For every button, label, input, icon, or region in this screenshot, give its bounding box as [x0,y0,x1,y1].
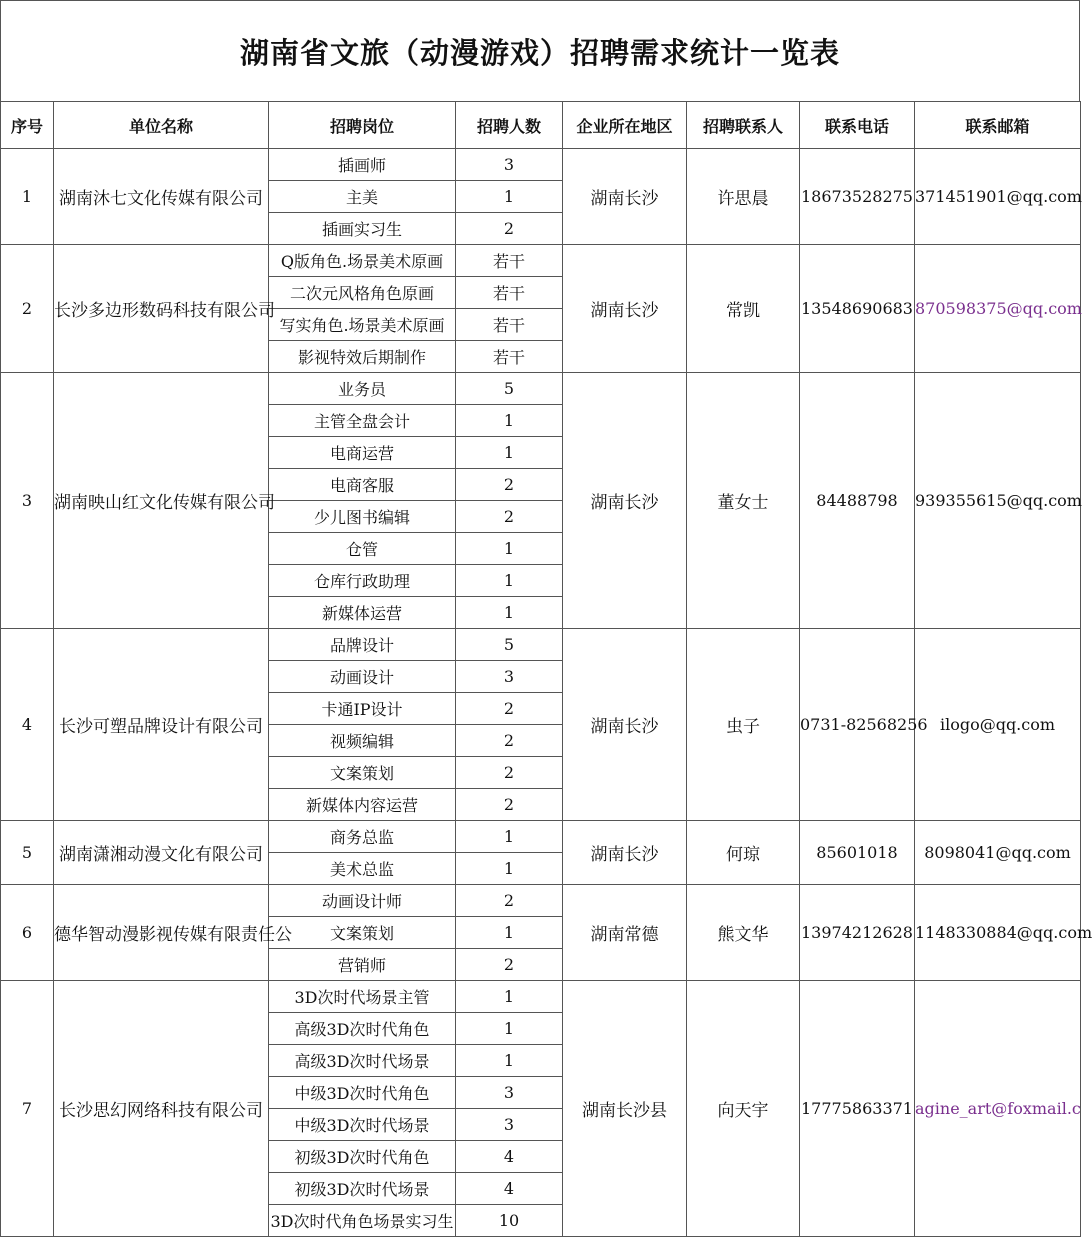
table-row [1,245,1081,277]
company-name: 湖南沐七文化传媒有限公司 [54,149,269,245]
position-count: 1 [456,853,563,885]
position-name: 3D次时代场景主管 [269,981,456,1013]
position-name: 美术总监 [269,853,456,885]
position-name: 初级3D次时代场景 [269,1173,456,1205]
position-count: 1 [456,917,563,949]
position-name: 插画师 [269,149,456,181]
position-count: 1 [456,1013,563,1045]
contact-email[interactable]: ilogo@qq.com [915,629,1081,821]
position-count: 若干 [456,245,563,277]
position-count: 2 [456,757,563,789]
row-index: 2 [1,245,54,373]
position-name: 营销师 [269,949,456,981]
contact-person: 熊文华 [687,885,800,981]
company-name: 长沙可塑品牌设计有限公司 [54,629,269,821]
row-index: 5 [1,821,54,885]
position-count: 1 [456,1045,563,1077]
row-index: 3 [1,373,54,629]
company-name: 湖南潇湘动漫文化有限公司 [54,821,269,885]
position-count: 1 [456,981,563,1013]
contact-phone: 0731-82568256 [800,629,915,821]
company-region: 湖南长沙 [563,149,687,245]
position-count: 1 [456,181,563,213]
contact-email[interactable]: 8098041@qq.com [915,821,1081,885]
header-contact: 招聘联系人 [687,102,800,149]
position-name: Q版角色.场景美术原画 [269,245,456,277]
position-count: 1 [456,821,563,853]
contact-person: 常凯 [687,245,800,373]
position-name: 文案策划 [269,917,456,949]
position-name: 品牌设计 [269,629,456,661]
contact-phone: 18673528275 [800,149,915,245]
contact-phone: 85601018 [800,821,915,885]
position-count: 3 [456,1077,563,1109]
contact-phone: 84488798 [800,373,915,629]
contact-email[interactable]: 1148330884@qq.com [915,885,1081,981]
position-name: 高级3D次时代角色 [269,1013,456,1045]
page-title: 湖南省文旅（动漫游戏）招聘需求统计一览表 [0,0,1080,102]
table-row [1,981,1081,1013]
company-region: 湖南常德 [563,885,687,981]
position-name: 商务总监 [269,821,456,853]
header-position: 招聘岗位 [269,102,456,149]
header-count: 招聘人数 [456,102,563,149]
position-name: 电商客服 [269,469,456,501]
position-count: 5 [456,373,563,405]
position-count: 若干 [456,277,563,309]
position-count: 5 [456,629,563,661]
company-name: 长沙多边形数码科技有限公司 [54,245,269,373]
position-count: 2 [456,693,563,725]
position-name: 中级3D次时代场景 [269,1109,456,1141]
recruitment-table [0,101,1092,1237]
contact-phone: 17775863371 [800,981,915,1237]
header-email: 联系邮箱 [915,102,1081,149]
position-count: 2 [456,885,563,917]
position-name: 主管全盘会计 [269,405,456,437]
position-name: 少儿图书编辑 [269,501,456,533]
table-row [1,629,1081,661]
company-region: 湖南长沙 [563,373,687,629]
position-name: 文案策划 [269,757,456,789]
company-name: 长沙思幻网络科技有限公司 [54,981,269,1237]
row-index: 7 [1,981,54,1237]
company-region: 湖南长沙 [563,245,687,373]
position-name: 新媒体运营 [269,597,456,629]
position-count: 2 [456,469,563,501]
table-row [1,821,1081,853]
header-region: 企业所在地区 [563,102,687,149]
position-name: 写实角色.场景美术原画 [269,309,456,341]
contact-person: 董女士 [687,373,800,629]
header-phone: 联系电话 [800,102,915,149]
position-count: 1 [456,565,563,597]
contact-email[interactable]: 939355615@qq.com [915,373,1081,629]
position-name: 电商运营 [269,437,456,469]
position-count: 3 [456,149,563,181]
position-count: 3 [456,1109,563,1141]
position-name: 主美 [269,181,456,213]
table-row [1,149,1081,181]
position-name: 影视特效后期制作 [269,341,456,373]
contact-email[interactable]: 870598375@qq.com [915,245,1081,373]
position-name: 高级3D次时代场景 [269,1045,456,1077]
contact-person: 虫子 [687,629,800,821]
position-count: 3 [456,661,563,693]
position-count: 2 [456,789,563,821]
contact-email[interactable]: 371451901@qq.com [915,149,1081,245]
position-name: 仓库行政助理 [269,565,456,597]
table-row [1,373,1081,405]
contact-phone: 13974212628 [800,885,915,981]
position-count: 1 [456,597,563,629]
position-count: 4 [456,1141,563,1173]
row-index: 4 [1,629,54,821]
position-count: 若干 [456,309,563,341]
position-count: 1 [456,533,563,565]
position-count: 1 [456,437,563,469]
company-name: 湖南映山红文化传媒有限公司 [54,373,269,629]
position-count: 2 [456,213,563,245]
position-name: 业务员 [269,373,456,405]
position-count: 2 [456,949,563,981]
position-name: 插画实习生 [269,213,456,245]
position-name: 动画设计师 [269,885,456,917]
contact-phone: 13548690683 [800,245,915,373]
position-count: 2 [456,725,563,757]
company-region: 湖南长沙 [563,629,687,821]
position-name: 初级3D次时代角色 [269,1141,456,1173]
contact-person: 何琼 [687,821,800,885]
position-name: 卡通IP设计 [269,693,456,725]
position-name: 3D次时代角色场景实习生 [269,1205,456,1237]
header-index: 序号 [1,102,54,149]
position-name: 仓管 [269,533,456,565]
position-count: 4 [456,1173,563,1205]
contact-person: 向天宇 [687,981,800,1237]
header-row [1,102,1081,149]
position-name: 二次元风格角色原画 [269,277,456,309]
position-name: 新媒体内容运营 [269,789,456,821]
contact-person: 许思晨 [687,149,800,245]
row-index: 6 [1,885,54,981]
position-count: 10 [456,1205,563,1237]
position-count: 2 [456,501,563,533]
company-region: 湖南长沙 [563,821,687,885]
position-name: 视频编辑 [269,725,456,757]
position-name: 动画设计 [269,661,456,693]
header-company: 单位名称 [54,102,269,149]
company-name: 德华智动漫影视传媒有限责任公 [54,885,269,981]
table-row [1,885,1081,917]
position-count: 1 [456,405,563,437]
position-count: 若干 [456,341,563,373]
row-index: 1 [1,149,54,245]
contact-email[interactable]: agine_art@foxmail.c [915,981,1081,1237]
company-region: 湖南长沙县 [563,981,687,1237]
position-name: 中级3D次时代角色 [269,1077,456,1109]
